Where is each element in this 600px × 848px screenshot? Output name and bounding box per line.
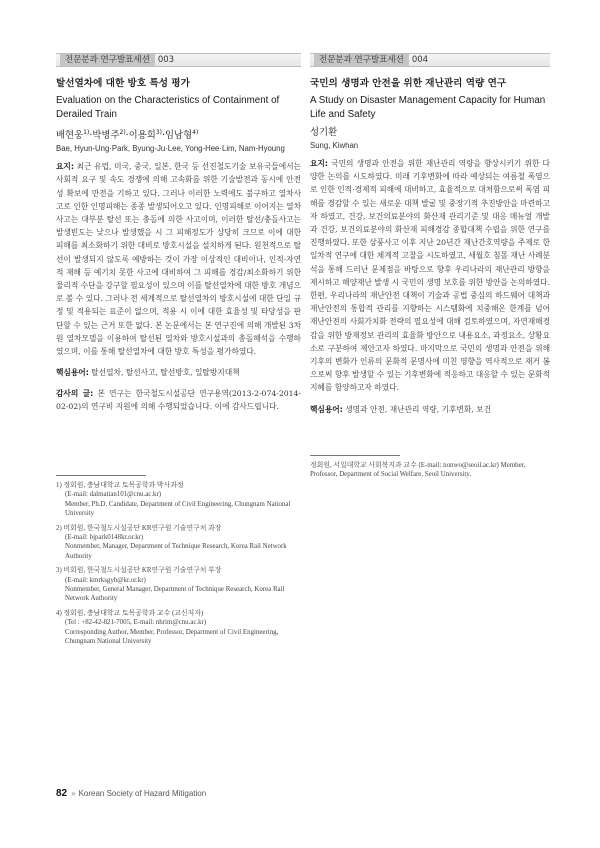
footnote-line: Corresponding Author, Member, Professor, Department of Civil Engineering, Chungnam National University: [65, 628, 279, 646]
footnote-number: 3): [56, 567, 62, 575]
article-title-ko: 탈선열차에 대한 방호 특성 평가: [56, 78, 190, 89]
footnote-line: Nonmember, Manager, Department of Technique Research, Korea Rail Network Authority: [65, 543, 287, 560]
footnote: [56, 481, 301, 519]
footnote-divider: [310, 455, 400, 456]
author-affiliation-mark: 2): [119, 129, 126, 136]
session-tag: 전문분과 연구발표세션: [60, 54, 155, 66]
author-separator: ·: [125, 130, 129, 142]
footnote-number: 1): [56, 482, 62, 489]
footnotes-left: [56, 475, 301, 647]
keywords: [56, 366, 301, 379]
author-affiliation-mark: 4): [192, 129, 199, 136]
author-affiliation-mark: 3): [155, 129, 162, 136]
abstract-label: 요지:: [310, 159, 328, 168]
author-separator: ·: [89, 130, 93, 142]
footnote: [56, 524, 301, 562]
page-number: 82: [56, 788, 68, 799]
keywords-label: 핵심용어:: [310, 404, 343, 414]
abstract: [310, 157, 550, 395]
session-header-left: [56, 53, 301, 67]
footnote: [56, 609, 301, 647]
author-affiliation-mark: 1): [83, 129, 90, 136]
footnote-number: 2): [56, 524, 62, 532]
article-right: [310, 53, 550, 416]
footnote-line: (E-mail: kmrksgyh@kr.or.kr): [65, 576, 146, 584]
footnote-number: 4): [56, 609, 62, 617]
footnote-line: Member, Ph.D. Candidate, Department of Civil Engineering, Chungnam National University: [65, 500, 291, 518]
footnote: [56, 566, 301, 604]
footnote-line: (E-mail: dalmatian101@cnu.ac.kr): [65, 491, 162, 499]
acknowledgement-text: 본 연구는 한국철도시설공단 연구용역(2013-2-074-2014-02-02)의 연구비 지원에 의해 수행되었습니다. 이에 감사드립니다.: [56, 389, 301, 412]
keywords-label: 핵심용어:: [56, 368, 89, 378]
acknowledgement: [56, 387, 301, 413]
author-name-ko: 성기환: [310, 127, 338, 138]
author-separator: ·: [162, 130, 165, 142]
abstract-label: 요지:: [56, 162, 74, 172]
session-header-right: [310, 53, 550, 67]
author-name: 임남형: [164, 130, 193, 142]
article-title-ko: 국민의 생명과 안전을 위한 재난관리 역량 연구: [310, 78, 507, 89]
abstract-text: 최근 유럽, 미국, 중국, 일본, 한국 등 선진철도기술 보유국들에서는 사회적 요구 및 속도 경쟁에 의해 고속화를 위한 기술발전과 동시에 안전성 확보에 만전을 기하고 있다. 그러나 이러한 노력에도 불구하고 열차사고로 인한 인명피해는 종종 발생되어오고 있다. 인명피해로 이어지는 열차사고는 대부분 탈선 또는 충돌에 의한 사고이며, 이러한 탈선/충돌사고는 발생빈도는 낮으나 발생했을 시 그 피해정도가 상당히 크므로 이에 대한 피해를 최소화하기 위한 대비로 방호시설을 설치하게 된다. 원천적으로 탈선이 발생되지 않도록 예방하는 것이 가장 이상적인 대비이나, 인적·자연적 재해 등 예기치 못한 사고에 대비하여 그 피해를 경감/최소화하기 위한 물리적 수단을 강구할 필요성이 있으며 이를 탈선열차에 대한 방호 개념으로 볼 수 있다. 그러나 전 세계적으로 탈선열차의 방호시설에 대한 단일 규정 및 적용되는 표준이 없으며, 적용 시 이에 대한 효율성 및 타당성을 판단할 수 있는 근거 또한 없다. 본 논문에서는 본 연구진에 의해 개발된 3차원 열차모델을 이용하여 탈선된 열차와 방호시설과의 충돌해석을 수행하였으며, 이를 통해 탈선열차에 대한 방호 특성을 평가하였다.: [56, 162, 302, 356]
author-list-en: Bae, Hyun-Ung·Park, Byung-Ju·Lee, Yong-Hee·Lim, Nam-Hyoung: [56, 144, 285, 154]
footnote-line: 정회원, 충남대학교 토목공학과 박사과정: [63, 482, 184, 489]
footnote-line: 비회원, 한국철도시설공단 KR연구원 기술연구처 부장: [63, 567, 222, 575]
footnote-line: 정회원, 충남대학교 토목공학과 교수 (교신저자): [63, 609, 204, 617]
author-list-ko: [56, 126, 301, 142]
footnote-divider: [56, 475, 146, 476]
footnotes-right: [310, 455, 550, 480]
article-title-en: A Study on Disaster Management Capacity for Human Life and Safety: [310, 95, 546, 120]
footnote-line: Nonmember, General Manager, Department of Technique Research, Korea Rail Network Authority: [65, 586, 285, 603]
footnote-line: (Tel : +82-42-821-7005, E-mail: nhrim@cnu.ac.kr): [65, 619, 207, 627]
keywords: [310, 403, 550, 416]
footnote-line: 비회원, 한국철도시설공단 KR연구원 기술연구처 과장: [63, 524, 222, 532]
journal-name: Korean Society of Hazard Mitigation: [78, 789, 207, 798]
double-arrow-icon: »: [71, 789, 76, 798]
article-title-en: Evaluation on the Characteristics of Containment of Derailed Train: [56, 95, 280, 120]
keywords-text: 탈선열차, 탈선사고, 탈선방호, 일탈방지대책: [91, 368, 240, 378]
abstract: [56, 160, 301, 358]
session-tag: 전문분과 연구발표세션: [314, 54, 409, 66]
author-name-en: Sung, Kiwhan: [310, 141, 359, 150]
session-number: 003: [157, 55, 175, 65]
author-name: 배현웅: [56, 130, 84, 142]
session-number: 004: [411, 55, 429, 65]
footnote: 정회원, 서일대학교 사회복지과 교수 (E-mail: nonwo@seoil.ac.kr) Member, Professor, Department of Social Welfare, Seoil University.: [310, 462, 526, 479]
author-name: 박병주: [92, 130, 120, 142]
abstract-text: 국민의 생명과 안전을 위한 재난관리 역량을 향상시키기 위한 다양한 논의를 시도하였다. 미래 기후변화에 따라 예상되는 여름철 폭염으로 인한 인적·경제적 피해에 대비하고, 효율적으로 대처함으로써 폭염 피해를 경감할 수 있는 새로운 대책 발굴 및 중장기적 추진방안을 마련하고자 하였고, 건강, 보건의료분야의 화산재 관리기준 및 대응 매뉴얼 개발과 건강, 보건의료분야의 화산재 피해경감 종합대책 수립을 위한 연구를 진행하였다. 또한 삼풍사고 이후 지난 20년간 재난간호역량을 주제로 한 일차적 연구에 대한 체계적 고찰을 시도하였고, 세월호 침몰 재난 사례분석을 통해 드러난 문제점을 바탕으로 향후 우리나라의 재난관리 방향을 제시하고 해양재난 발생 시 국민의 생명 보호를 위한 방안을 논의하였다. 한편, 우리나라의 재난안전 대책이 기술과 공법 중심의 하드웨어 대책과 재난안전의 통합적 관리를 지향하는 시스템화에 치중해온 한계를 넘어 재난안전의 사회가치화 전략의 필요성에 대해 검토하였으며, 자연재해경감을 위한 방재정보 관리의 효율화 방안으로 내용요소, 과정요소, 상황요소로 구분하여 제안고자 하였다. 마지막으로 국민의 생명과 안전을 위해 기후의 변화가 인류의 문화적 문명사에 미친 영향을 역사적으로 재거 봄으로써 향후 발생할 수 있는 기후변화에 적응하고 대응할 수 있는 문화적 지혜를 함양하고자 하였다.: [310, 159, 550, 393]
page-footer: [56, 788, 206, 802]
acknowledgement-label: 감사의 글:: [56, 389, 94, 399]
keywords-text: 생명과 안전, 재난관리 역량, 기후변화, 보건: [345, 404, 492, 414]
article-left: [56, 53, 301, 414]
footnote-line: (E-mail: bjpark0148kr.or.kr): [65, 534, 144, 542]
author-name: 이용희: [128, 130, 156, 142]
